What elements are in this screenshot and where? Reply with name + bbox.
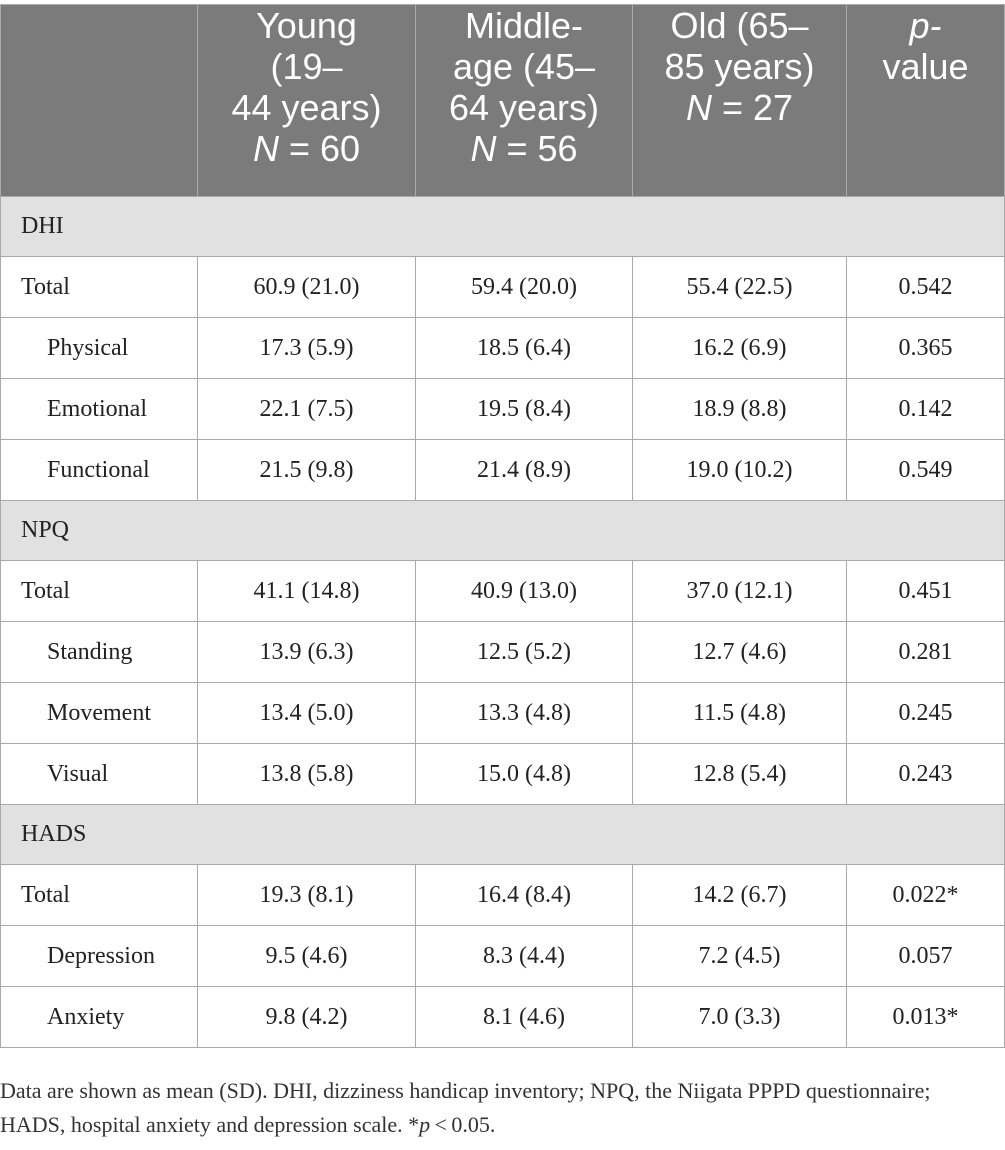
value-cell: 40.9 (13.0) (416, 561, 633, 622)
table-row (1, 865, 1005, 926)
value-cell: 19.3 (8.1) (198, 865, 416, 926)
header-line: Young (256, 5, 357, 46)
header-line-n: N = 27 (685, 87, 794, 128)
value-cell: 8.3 (4.4) (416, 926, 633, 987)
p-value-cell: 0.281 (847, 622, 1005, 683)
table-row (1, 744, 1005, 805)
row-label: Total (1, 561, 198, 622)
value-cell: 21.4 (8.9) (416, 440, 633, 501)
footnote-threshold: < 0.05. (430, 1112, 496, 1137)
value-cell: 13.8 (5.8) (198, 744, 416, 805)
p-value-cell: 0.542 (847, 257, 1005, 318)
value-cell: 12.8 (5.4) (633, 744, 847, 805)
table-row (1, 440, 1005, 501)
table-header (1, 5, 1005, 197)
header-old (633, 5, 847, 197)
p-value-cell: 0.243 (847, 744, 1005, 805)
row-label: Anxiety (1, 987, 198, 1048)
value-cell: 14.2 (6.7) (633, 865, 847, 926)
results-table (0, 4, 1005, 1048)
value-cell: 12.5 (5.2) (416, 622, 633, 683)
value-cell: 11.5 (4.8) (633, 683, 847, 744)
p-value-cell: 0.057 (847, 926, 1005, 987)
value-cell: 13.4 (5.0) (198, 683, 416, 744)
value-cell: 59.4 (20.0) (416, 257, 633, 318)
p-value-cell: 0.022* (847, 865, 1005, 926)
p-value-cell: 0.451 (847, 561, 1005, 622)
value-cell: 60.9 (21.0) (198, 257, 416, 318)
footnote-text: Data are shown as mean (SD). DHI, dizziness handicap inventory; NPQ, the Niigata PPPD questionnaire; HADS, hospital anxiety and depression scale. * (0, 1078, 931, 1137)
value-cell: 7.2 (4.5) (633, 926, 847, 987)
footnote-p-symbol: p (419, 1112, 431, 1137)
section-title: NPQ (1, 501, 1005, 561)
value-cell: 9.8 (4.2) (198, 987, 416, 1048)
p-value-cell: 0.365 (847, 318, 1005, 379)
header-young (198, 5, 416, 197)
p-value-cell: 0.245 (847, 683, 1005, 744)
value-cell: 9.5 (4.6) (198, 926, 416, 987)
table-footnote (0, 1074, 1000, 1142)
value-cell: 37.0 (12.1) (633, 561, 847, 622)
header-line: value (882, 46, 969, 87)
header-line-n: N = 60 (252, 128, 361, 169)
table-row (1, 622, 1005, 683)
value-cell: 16.4 (8.4) (416, 865, 633, 926)
section-row (1, 805, 1005, 865)
header-line-n: N = 56 (470, 128, 578, 169)
value-cell: 22.1 (7.5) (198, 379, 416, 440)
row-label: Standing (1, 622, 198, 683)
value-cell: 15.0 (4.8) (416, 744, 633, 805)
section-title: DHI (1, 197, 1005, 257)
header-row (1, 5, 1005, 197)
value-cell: 8.1 (4.6) (416, 987, 633, 1048)
row-label: Movement (1, 683, 198, 744)
table-row (1, 683, 1005, 744)
section-row (1, 501, 1005, 561)
header-line: 85 years) (664, 46, 815, 87)
section-row (1, 197, 1005, 257)
p-value-cell: 0.142 (847, 379, 1005, 440)
value-cell: 16.2 (6.9) (633, 318, 847, 379)
header-line: Old (65– (670, 5, 809, 46)
row-label: Depression (1, 926, 198, 987)
section-title: HADS (1, 805, 1005, 865)
row-label: Functional (1, 440, 198, 501)
row-label: Total (1, 865, 198, 926)
header-line: age (45– (452, 46, 596, 87)
value-cell: 13.3 (4.8) (416, 683, 633, 744)
row-label: Physical (1, 318, 198, 379)
table-row (1, 926, 1005, 987)
header-line: Middle- (464, 5, 584, 46)
value-cell: 12.7 (4.6) (633, 622, 847, 683)
value-cell: 18.9 (8.8) (633, 379, 847, 440)
value-cell: 19.0 (10.2) (633, 440, 847, 501)
header-empty-cell (1, 5, 198, 197)
value-cell: 41.1 (14.8) (198, 561, 416, 622)
table-row (1, 257, 1005, 318)
table-row (1, 987, 1005, 1048)
header-line: (19– (270, 46, 343, 87)
p-value-cell: 0.549 (847, 440, 1005, 501)
row-label: Total (1, 257, 198, 318)
row-label: Visual (1, 744, 198, 805)
header-line: p- (909, 5, 942, 46)
value-cell: 19.5 (8.4) (416, 379, 633, 440)
header-middle-age (416, 5, 633, 197)
header-line: 44 years) (231, 87, 382, 128)
value-cell: 18.5 (6.4) (416, 318, 633, 379)
row-label: Emotional (1, 379, 198, 440)
value-cell: 7.0 (3.3) (633, 987, 847, 1048)
header-line: 64 years) (448, 87, 600, 128)
table-body (1, 197, 1005, 1048)
table-row (1, 318, 1005, 379)
value-cell: 21.5 (9.8) (198, 440, 416, 501)
table-row (1, 561, 1005, 622)
table-row (1, 379, 1005, 440)
value-cell: 17.3 (5.9) (198, 318, 416, 379)
value-cell: 13.9 (6.3) (198, 622, 416, 683)
header-p-value (847, 5, 1005, 197)
value-cell: 55.4 (22.5) (633, 257, 847, 318)
p-value-cell: 0.013* (847, 987, 1005, 1048)
